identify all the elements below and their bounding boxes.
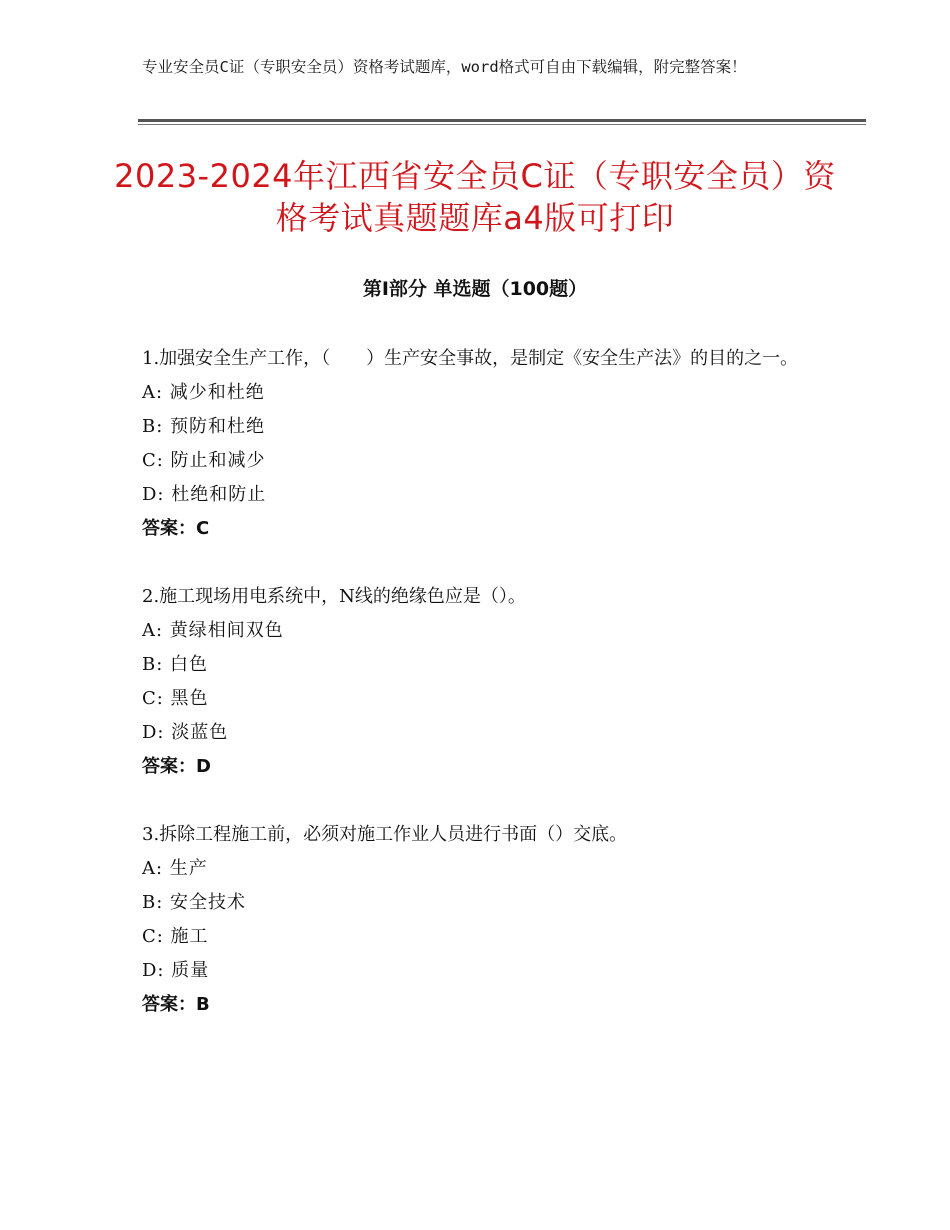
question-list [142,342,802,1056]
question-item [142,580,802,784]
option-c: C: 施工 [142,926,209,947]
answer-line: 答案：D [142,756,211,777]
option-d: D: 淡蓝色 [142,722,229,743]
divider-thin-line [138,124,866,125]
document-title: 2023-2024年江西省安全员C证（专职安全员）资格考试真题题库a4版可打印 [114,157,836,237]
option-b: B: 白色 [142,654,209,675]
answer-line: 答案：B [142,994,210,1015]
question-item [142,818,802,1022]
header-divider [138,119,866,125]
question-item [142,342,802,546]
divider-thick-line [138,119,866,122]
question-stem: 2.施工现场用电系统中，N线的绝缘色应是（）。 [142,586,526,607]
answer-line: 答案：C [142,518,210,539]
option-a: A: 减少和杜绝 [142,382,265,403]
question-stem: 1.加强安全生产工作，（ ）生产安全事故，是制定《安全生产法》的目的之一。 [142,348,799,369]
option-d: D: 质量 [142,960,210,981]
header-note: 专业安全员C证（专职安全员）资格考试题库，word格式可自由下载编辑，附完整答案！ [142,58,747,76]
option-d: D: 杜绝和防止 [142,484,267,505]
option-a: A: 黄绿相间双色 [142,620,284,641]
section-title: 第Ⅰ部分 单选题（100题） [362,278,588,300]
option-b: B: 安全技术 [142,892,247,913]
option-c: C: 黑色 [142,688,209,709]
option-a: A: 生产 [142,858,208,879]
question-stem: 3.拆除工程施工前，必须对施工作业人员进行书面（）交底。 [142,824,628,845]
option-b: B: 预防和杜绝 [142,416,266,437]
option-c: C: 防止和减少 [142,450,266,471]
